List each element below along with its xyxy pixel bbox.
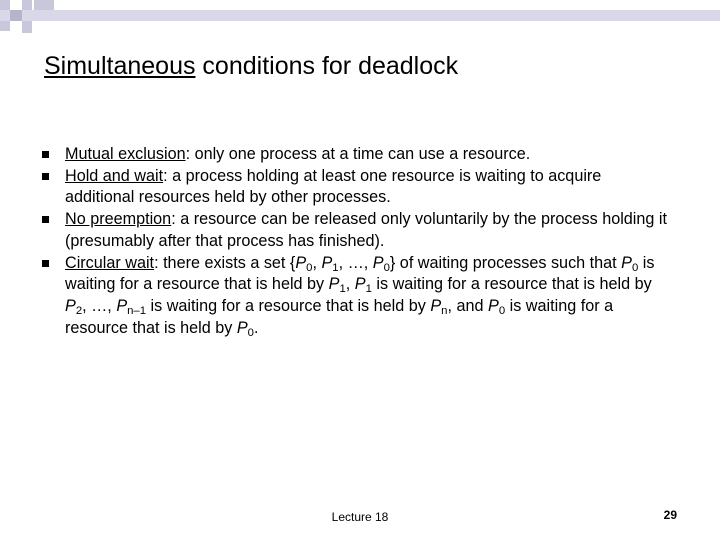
bullet-text: a resource can be released only voluntarily by the process holding it (presumably after that process has finished). [65,210,667,250]
subscript: 2 [75,304,83,317]
list-item [42,144,672,166]
bullet-text: , …, [338,253,373,272]
bullet-text: . [253,318,259,337]
var-p: P [321,253,333,272]
bullet-text: , …, [82,296,117,315]
square-bullet-icon [42,216,49,223]
var-p: P [65,296,76,315]
var-p: P [372,253,384,272]
list-item [42,166,672,209]
bullet-term: No preemption [65,210,172,229]
square-bullet-icon [42,173,49,180]
bullet-term: Circular wait [65,253,155,272]
subscript: 0 [306,261,313,274]
list-item [42,209,672,252]
bullet-text: , and [447,296,488,315]
header-square [22,0,32,10]
header-square [44,0,54,10]
bullet-text: , [312,253,322,272]
page-number: 29 [663,508,677,522]
bullet-term: Hold and wait [65,166,164,185]
subscript: n [441,304,448,317]
bullet-text: , [345,275,355,294]
slide-title [44,52,458,81]
title-underlined: Simultaneous [44,52,196,80]
subscript: 0 [498,304,506,317]
bullet-text: only one process at a time can use a resource. [194,145,531,163]
square-bullet-icon [42,151,49,158]
header-square [0,21,10,31]
subscript: n–1 [127,304,147,317]
var-p: P [354,275,366,294]
bullet-text: is waiting for a resource that is held by [146,296,431,315]
header-square [0,0,10,10]
bullet-text: is waiting for a resource that is held by [65,296,614,337]
var-p: P [621,253,632,272]
subscript: 1 [339,283,346,296]
bullet-separator: : [171,210,181,229]
bullet-text: } of waiting processes such that [389,253,622,272]
bullet-text: is waiting for a resource that is held by [371,275,652,294]
var-p: P [236,318,248,337]
subscript: 1 [365,283,372,296]
bullet-text: there exists a set { [163,253,296,272]
square-bullet-icon [42,260,49,267]
footer-lecture-label: Lecture 18 [331,510,389,524]
bullet-separator: : [163,166,173,185]
subscript: 0 [247,326,254,339]
bullet-list [42,144,672,339]
header-square [10,10,22,21]
var-p: P [430,296,442,315]
subscript: 0 [631,261,639,274]
var-p: P [488,296,499,315]
title-rest: conditions for deadlock [195,52,459,80]
header-square [22,21,32,33]
header-band [0,10,720,21]
bullet-separator: : [154,253,164,272]
var-p: P [295,253,307,272]
subscript: 1 [332,261,339,274]
header-square [34,0,44,10]
header-decoration [0,0,720,40]
bullet-text: is waiting for a resource that is held by [65,253,655,294]
bullet-term: Mutual exclusion [65,145,186,163]
var-p: P [328,275,340,294]
list-item [42,253,672,340]
subscript: 0 [383,261,390,274]
bullet-text: a process holding at least one resource is waiting to acquire additional resources held by other processes. [65,166,602,207]
var-p: P [116,296,128,315]
bullet-separator: : [185,145,195,163]
